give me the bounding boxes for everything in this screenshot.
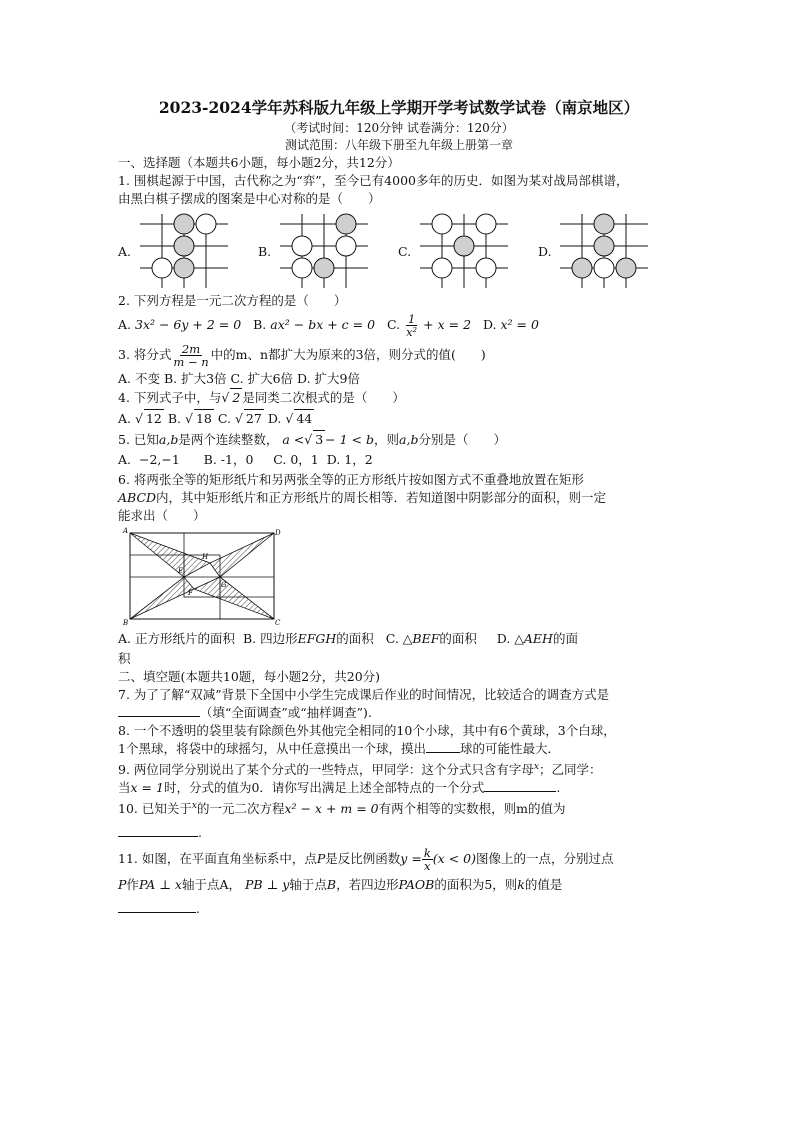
- q11-pre: 11. 如图，在平面直角坐标系中，点: [118, 851, 317, 867]
- q6-text-1: 6. 将两张全等的矩形纸片和另两张全等的正方形纸片按如图方式不重叠地放置在矩形: [118, 472, 584, 487]
- q11-answer-line: [118, 900, 680, 918]
- q2-option-c-rest: + x = 2: [423, 317, 472, 332]
- q3-pre: 3. 将分式: [118, 347, 172, 362]
- q8-answer-blank[interactable]: [426, 740, 460, 753]
- q10-text-1: [118, 797, 680, 818]
- q6-fig-label-a: A: [123, 527, 129, 535]
- q5-pre: 5. 已知: [118, 432, 159, 447]
- q10-var: x: [191, 801, 197, 812]
- q9-end: .: [556, 780, 561, 796]
- q6-option-d: D. △: [496, 631, 524, 646]
- q11-l2-pb: PB ⊥ y: [245, 877, 290, 893]
- q9-text-2a: 当: [118, 780, 131, 796]
- q4-option-a-label: A.: [118, 411, 132, 426]
- q4-post: 是同类二次根式的是（ ）: [242, 390, 405, 405]
- q11-l2-p: P: [118, 877, 127, 893]
- q10-equation: x² − x + m = 0: [284, 801, 379, 817]
- q6-options: [118, 630, 680, 648]
- q11-y: y =: [400, 851, 422, 867]
- q2-c-denominator: x²: [406, 324, 418, 339]
- q3-denominator: m − n: [173, 354, 209, 369]
- q2-option-a-label: A.: [118, 317, 132, 332]
- q5-ineq-left: a <: [282, 432, 305, 447]
- q4-option-d-rad: 44: [296, 411, 313, 426]
- q6-option-b-var: EFGH: [297, 631, 337, 646]
- q11-text-1: [118, 842, 680, 876]
- q4-pre: 4. 下列式子中，与: [118, 390, 222, 405]
- q11-l2-k: k: [517, 877, 525, 893]
- q11-l2-paob: PAOB: [398, 877, 435, 893]
- q6-option-b-post: 的面积: [336, 631, 374, 646]
- q5-ineq-right: − 1 < b: [325, 432, 374, 447]
- q6-fig-label-g: G: [221, 581, 227, 589]
- q11-l2-quad: ，若四边形: [336, 877, 399, 893]
- q6-option-d-var: AEH: [523, 631, 553, 646]
- q5-vars-2: a,b: [399, 432, 419, 447]
- q11-l2-end: 的值是: [524, 877, 563, 893]
- go-figure-b: [274, 212, 374, 290]
- q5-mid: 是两个连续整数，: [178, 432, 279, 447]
- q9-text-2: [118, 779, 680, 797]
- q2-option-b-label: B.: [253, 317, 267, 332]
- q6-rect-name: ABCD: [118, 490, 157, 505]
- q9-text-1b: ；乙同学：: [538, 762, 602, 778]
- q6-fig-label-c: C: [275, 619, 281, 625]
- q2-text: 2. 下列方程是一元二次方程的是（ ）: [118, 293, 347, 308]
- q11-answer-blank[interactable]: [118, 900, 196, 913]
- q9-text-1: [118, 758, 680, 779]
- q10-answer-blank[interactable]: [118, 824, 198, 837]
- q5-vars: a,b: [158, 432, 179, 447]
- q9-answer-blank[interactable]: [484, 779, 556, 792]
- q7-tail: （填“全面调查”或“抽样调查”).: [200, 705, 372, 720]
- q6-fig-label-e: E: [178, 567, 184, 575]
- q11-mid: 是反比例函数: [325, 851, 401, 867]
- q2-option-d-label: D.: [482, 317, 497, 332]
- section-choice: 一、选择题（本题共6小题，每小题2分，共12分）: [118, 155, 400, 170]
- q1-label-a: A.: [118, 243, 132, 259]
- q1-label-c: C.: [398, 243, 412, 259]
- q10-answer-line: [118, 824, 680, 842]
- q6-option-c: C. △: [385, 631, 413, 646]
- q4-radicand: 2: [232, 390, 241, 405]
- section-fill: 二、填空题(本题共10题，每小题2分，共20分): [118, 669, 381, 684]
- q4-option-b-label: B.: [167, 411, 182, 426]
- q1-label-d: D.: [538, 243, 552, 259]
- q5-post-2: 分别是（ ）: [418, 432, 506, 447]
- q11-end: .: [196, 901, 200, 917]
- q8-text-2b: 球的可能性最大．: [459, 741, 560, 756]
- q5-option-c: C. 0，1: [273, 452, 319, 467]
- q11-denominator: x: [424, 858, 431, 873]
- exam-page: [118, 96, 680, 918]
- q3-post: 中的m、n都扩大为原来的3倍，则分式的值( ): [210, 347, 486, 362]
- q1-text-1: 1. 围棋起源于中国，古代称之为“弈”，至今已有4000多年的历史．如图为某对战局部棋谱，: [118, 173, 629, 188]
- q5-option-a-value: −2,−1: [138, 452, 180, 467]
- q5-options: [118, 451, 680, 469]
- q9-var: x: [533, 762, 539, 772]
- q6-fig-label-f: F: [188, 589, 193, 597]
- q6-option-b: B. 四边形: [242, 631, 298, 646]
- q8-text-2a: 1个黑球，将袋中的球摇匀，从中任意摸出一个球，摸出: [118, 741, 426, 756]
- q3-options: A. 不变 B. 扩大3倍 C. 扩大6倍 D. 扩大9倍: [118, 371, 360, 386]
- q6-fig-label-h: H: [202, 553, 209, 561]
- q11-l2-pa: PA ⊥ x: [138, 877, 182, 893]
- q4-option-d-label: D.: [267, 411, 282, 426]
- exam-meta: （考试时间：120分钟 试卷满分：120分）: [284, 121, 514, 135]
- q11-l2-area: 的面积为5，则: [434, 877, 518, 893]
- q6-fig-label-b: B: [123, 619, 129, 625]
- q1-text-2: 由黑白棋子摆成的图案是中心对称的是（ ）: [118, 191, 381, 206]
- q5-option-d: D. 1，2: [326, 452, 373, 467]
- q9-cond: x = 1: [130, 780, 164, 796]
- q10-text-1a: 10. 已知关于: [118, 801, 192, 817]
- q10-end: .: [198, 825, 202, 841]
- q11-l2-axis-b: 轴于点: [289, 877, 327, 893]
- q11-l2-zuo: 作: [126, 877, 139, 893]
- q6-text-3: 能求出（ ）: [118, 508, 206, 523]
- q10-text-1c: 有两个相等的实数根，则m的值为: [378, 801, 566, 817]
- go-figure-a: [134, 212, 234, 290]
- q1-go-figures: [118, 212, 680, 290]
- q5-option-b: B. -1，0: [203, 452, 254, 467]
- q5-option-a-label: A.: [118, 452, 132, 467]
- q2-option-d-expr: x² = 0: [500, 317, 539, 332]
- q11-l2-b: B: [326, 877, 337, 893]
- q6-figure: [122, 527, 282, 625]
- q4-option-a-rad: 12: [145, 411, 162, 426]
- q9-text-2b: 时，分式的值为0．请你写出满足上述全部特点的一个分式: [163, 780, 485, 796]
- q2-option-c-fraction: [404, 313, 419, 338]
- q2-option-a-expr: 3x² − 6y + 2 = 0: [135, 317, 242, 332]
- q8-text-1: 8. 一个不透明的袋里装有除颜色外其他完全相同的10个小球，其中有6个黄球，3个白球，: [118, 723, 616, 738]
- q4-option-c-rad: 27: [245, 411, 262, 426]
- q4-text: 4. 下列式子中，与√ 2 是同类二次根式的是（ ）: [118, 390, 405, 405]
- q6-option-a: A. 正方形纸片的面积: [118, 631, 235, 646]
- q6-option-c-var: BEF: [412, 631, 440, 646]
- q3-fraction: [171, 343, 210, 368]
- exam-scope: 测试范围：八年级下册至九年级上册第一章: [284, 138, 513, 152]
- q5-ineq-rad: 3: [315, 432, 324, 447]
- q2-c-numerator: 1: [407, 311, 416, 326]
- q11-condition: (x < 0): [432, 851, 476, 867]
- q6-option-d-wrap: 积: [118, 651, 131, 666]
- exam-title: 2023-2024学年苏科版九年级上学期开学考试数学试卷（南京地区）: [158, 98, 640, 117]
- q11-fraction: [422, 847, 433, 872]
- q10-text-1b: 的一元二次方程: [196, 801, 285, 817]
- q6-text-2: [118, 489, 680, 507]
- q2-options: [118, 312, 680, 338]
- q2-option-c-label: C.: [386, 317, 401, 332]
- go-figure-c: [414, 212, 514, 290]
- q9-text-1a: 9. 两位同学分别说出了某个分式的一些特点，甲同学：这个分式只含有字母: [118, 762, 534, 778]
- q4-options: A. √ 12 B. √ 18 C. √ 27 D. √ 44: [118, 411, 313, 426]
- q5-post: ，则: [374, 432, 400, 447]
- q5-text: 5. 已知a,b是两个连续整数， a <√ 3 − 1 < b，则a,b分别是（ ）: [118, 432, 506, 447]
- go-figure-d: [554, 212, 654, 290]
- q4-option-b-rad: 18: [195, 411, 212, 426]
- q6-text-2-body: 内，其中矩形纸片和正方形纸片的周长相等．若知道图中阴影部分的面积，则一定: [156, 490, 607, 505]
- q7-tail-line: [118, 704, 680, 722]
- q11-point-p: P: [316, 851, 326, 867]
- q7-text: 7. 为了了解“双减”背景下全国中小学生完成课后作业的时间情况，比较适合的调查方式是: [118, 687, 610, 702]
- q3-numerator: 2m: [181, 341, 201, 356]
- q7-answer-blank[interactable]: [118, 704, 200, 717]
- q3-text: [118, 340, 680, 370]
- q11-post: 图像上的一点，分别过点: [475, 851, 614, 867]
- q11-l2-axis-a: 轴于点A，: [181, 877, 242, 893]
- q11-numerator: k: [423, 845, 431, 860]
- q2-option-b-expr: ax² − bx + c = 0: [270, 317, 376, 332]
- q6-fig-label-d: D: [275, 529, 281, 537]
- q6-option-c-post: 的面积: [439, 631, 477, 646]
- q6-option-d-post: 的面: [552, 631, 578, 646]
- q11-text-2: [118, 876, 680, 894]
- q4-option-c-label: C.: [217, 411, 231, 426]
- q8-text-2: [118, 740, 680, 758]
- q1-label-b: B.: [258, 243, 272, 259]
